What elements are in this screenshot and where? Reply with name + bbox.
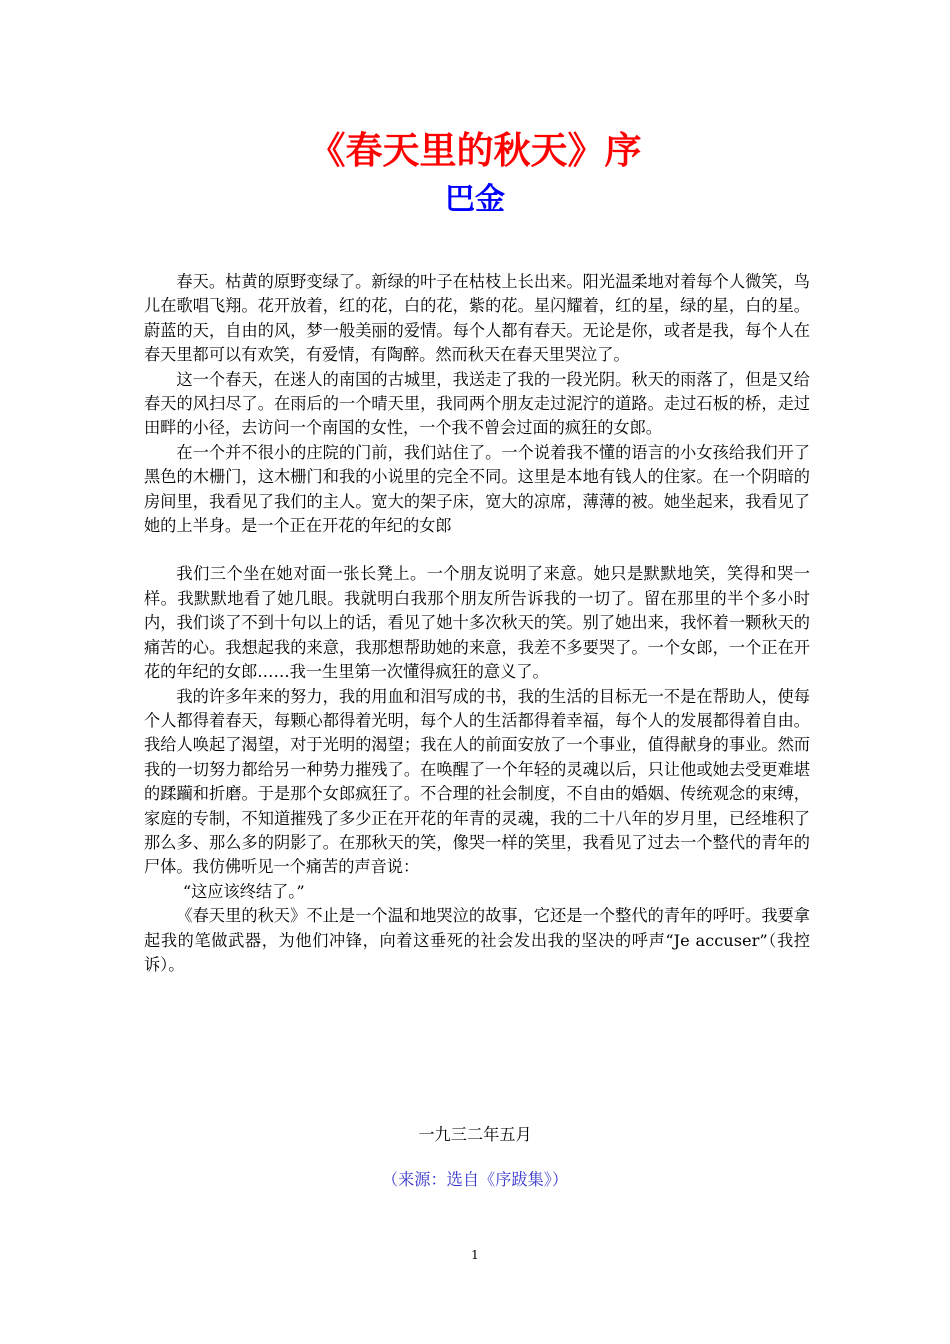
paragraph-7: 《春天里的秋天》不止是一个温和地哭泣的故事，它还是一个整代的青年的呼吁。我要拿起我的笔做武器，为他们冲锋，向着这垂死的社会发出我的坚决的呼声“Je accuser”（我控诉）。 bbox=[144, 906, 810, 974]
page-title: 《春天里的秋天》序 bbox=[308, 129, 642, 172]
source-note: （来源：选自《序跋集》） bbox=[381, 1170, 569, 1189]
paragraph-4: 我们三个坐在她对面一张长凳上。一个朋友说明了来意。她只是默默地笑，笑得和哭一样。我默默地看了她几眼。我就明白我那个朋友所告诉我的一切了。留在那里的半个多小时内，我们谈了不到十句以上的话，看见了她十多次秋天的笑。别了她出来，我怀着一颗秋天的痛苦的心。我想起我的来意，我那想帮助她的来意，我差不多要哭了。一个女郎，一个正在开花的年纪的女郎……我一生里第一次懂得疯狂的意义了。 bbox=[144, 564, 810, 682]
paragraph-3: 在一个并不很小的庄院的门前，我们站住了。一个说着我不懂的语言的小女孩给我们开了黑色的木栅门，这木栅门和我的小说里的完全不同。这里是本地有钱人的住家。在一个阴暗的房间里，我看见了我们的主人。宽大的架子床，宽大的凉席，薄薄的被。她坐起来，我看见了她的上半身。是一个正在开花的年纪的女郎 bbox=[144, 442, 810, 536]
body-text bbox=[144, 270, 810, 977]
quote-line: “这应该终结了。” bbox=[182, 881, 305, 901]
page-number: 1 bbox=[471, 1248, 479, 1262]
paragraph-2: 这一个春天，在迷人的南国的古城里，我送走了我的一段光阴。秋天的雨落了，但是又给春天的风扫尽了。在雨后的一个晴天里，我同两个朋友走过泥泞的道路。走过石板的桥，走过田畔的小径，去访问一个南国的女性，一个我不曾会过面的疯狂的女郎。 bbox=[144, 369, 810, 438]
date-line: 一九三二年五月 bbox=[418, 1125, 532, 1144]
author-name: 巴金 bbox=[445, 182, 505, 217]
paragraph-1: 春天。枯黄的原野变绿了。新绿的叶子在枯枝上长出来。阳光温柔地对着每个人微笑，鸟儿在歌唱飞翔。花开放着，红的花，白的花，紫的花。星闪耀着，红的星，绿的星，白的星。蔚蓝的天，自由的风，梦一般美丽的爱情。每个人都有春天。无论是你，或者是我，每个人在春天里都可以有欢笑，有爱情，有陶醉。然而秋天在春天里哭泣了。 bbox=[144, 272, 810, 365]
paragraph-5: 我的许多年来的努力，我的用血和泪写成的书，我的生活的目标无一不是在帮助人，使每个人都得着春天，每颗心都得着光明，每个人的生活都得着幸福，每个人的发展都得着自由。我给人唤起了渴望，对于光明的渴望；我在人的前面安放了一个事业，值得献身的事业。然而我的一切努力都给另一种势力摧残了。在唤醒了一个年轻的灵魂以后，只让他或她去受更难堪的蹂躏和折磨。于是那个女郎疯狂了。不合理的社会制度，不自由的婚姻、传统观念的束缚，家庭的专制，不知道摧残了多少正在开花的年青的灵魂，我的二十八年的岁月里，已经堆积了那么多、那么多的阴影了。在那秋天的笑，像哭一样的笑里，我看见了过去一个整代的青年的尸体。我仿佛听见一个痛苦的声音说： bbox=[144, 686, 810, 877]
